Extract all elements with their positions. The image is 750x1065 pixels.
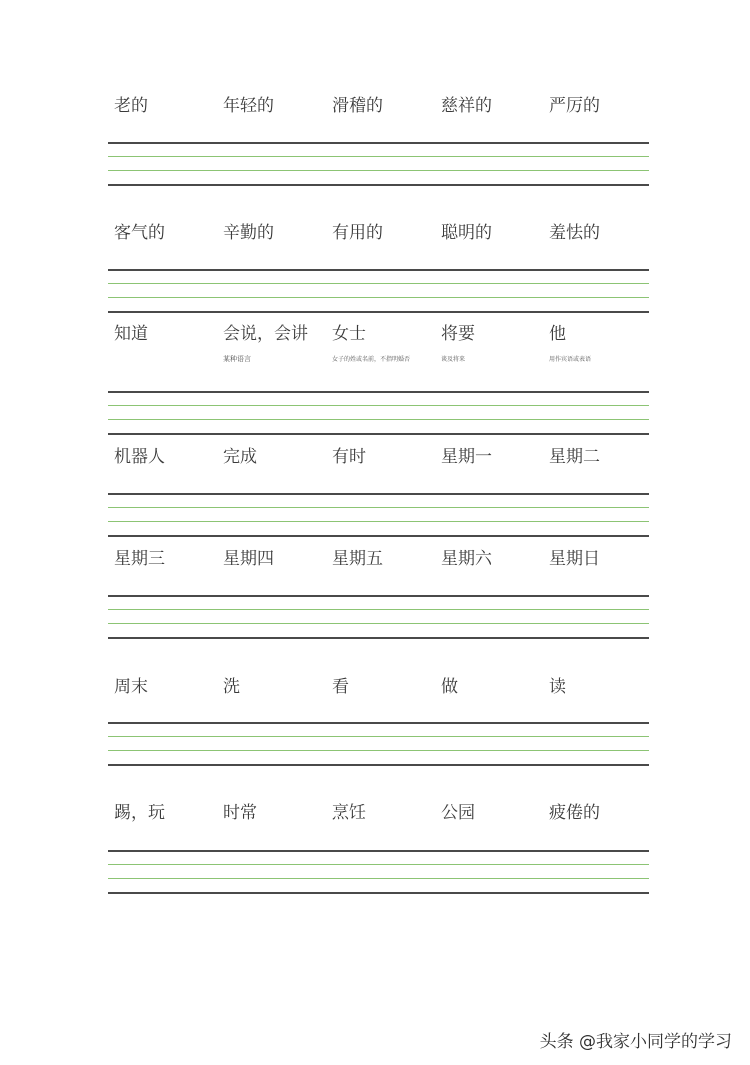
word-cell	[549, 95, 658, 117]
word-note: 用作宾语或表语	[549, 356, 592, 363]
top-rule	[108, 850, 649, 852]
word-cell	[114, 802, 223, 824]
guide-rule	[108, 750, 649, 751]
bottom-rule	[108, 764, 649, 766]
word-text: 客气的	[114, 223, 165, 243]
word-cell	[114, 222, 223, 244]
bottom-rule	[108, 892, 649, 894]
guide-rule	[108, 864, 649, 865]
top-rule	[108, 595, 649, 597]
word-cell	[114, 548, 223, 570]
word-text: 会说，会讲	[223, 324, 308, 344]
word-text: 有时	[332, 447, 366, 467]
bottom-rule	[108, 184, 649, 186]
word-text: 烹饪	[332, 803, 366, 823]
word-row-2	[108, 222, 648, 262]
word-text: 星期日	[549, 549, 600, 569]
word-text: 疲倦的	[549, 803, 600, 823]
word-cell	[441, 548, 550, 570]
top-rule	[108, 722, 649, 724]
word-cell	[441, 222, 550, 244]
bottom-rule	[108, 637, 649, 639]
word-cell	[114, 95, 223, 117]
writing-lines-2	[108, 269, 649, 313]
top-rule	[108, 142, 649, 144]
word-cell	[332, 446, 441, 468]
word-text: 踢，玩	[114, 803, 165, 823]
top-rule	[108, 269, 649, 271]
guide-rule	[108, 623, 649, 624]
word-cell	[332, 802, 441, 824]
writing-lines-5	[108, 595, 649, 639]
word-cell	[114, 323, 223, 345]
guide-rule	[108, 156, 649, 157]
word-text: 慈祥的	[441, 96, 492, 116]
word-text: 星期一	[441, 447, 492, 467]
watermark-text: 头条 @我家小同学的学习	[539, 1032, 732, 1052]
guide-rule	[108, 170, 649, 171]
guide-rule	[108, 736, 649, 737]
word-cell	[332, 548, 441, 570]
word-row-1	[108, 95, 648, 135]
word-text: 公园	[441, 803, 475, 823]
word-text: 做	[441, 677, 458, 697]
top-rule	[108, 391, 649, 393]
word-cell	[332, 676, 441, 698]
word-text: 将要	[441, 324, 475, 344]
top-rule	[108, 493, 649, 495]
word-text: 洗	[223, 677, 240, 697]
word-cell	[114, 446, 223, 468]
writing-lines-7	[108, 850, 649, 894]
word-text: 星期四	[223, 549, 274, 569]
word-cell	[223, 446, 332, 468]
word-cell	[332, 222, 441, 244]
word-text: 读	[549, 677, 566, 697]
word-cell	[441, 676, 550, 698]
bottom-rule	[108, 311, 649, 313]
word-text: 聪明的	[441, 223, 492, 243]
word-row-3	[108, 323, 648, 363]
word-cell	[549, 446, 658, 468]
word-cell	[332, 95, 441, 117]
word-row-4	[108, 446, 648, 486]
word-cell	[223, 323, 332, 364]
word-cell	[549, 676, 658, 698]
word-cell	[441, 323, 550, 364]
guide-rule	[108, 297, 649, 298]
writing-lines-6	[108, 722, 649, 766]
word-text: 年轻的	[223, 96, 274, 116]
word-text: 星期五	[332, 549, 383, 569]
word-text: 周末	[114, 677, 148, 697]
word-text: 羞怯的	[549, 223, 600, 243]
word-cell	[441, 95, 550, 117]
word-note: 某种语言	[223, 355, 251, 363]
word-text: 辛勤的	[223, 223, 274, 243]
word-text: 女士	[332, 324, 366, 344]
word-text: 有用的	[332, 223, 383, 243]
word-cell	[114, 676, 223, 698]
bottom-rule	[108, 433, 649, 435]
word-cell	[223, 676, 332, 698]
guide-rule	[108, 521, 649, 522]
word-row-6	[108, 676, 648, 716]
word-text: 星期六	[441, 549, 492, 569]
guide-rule	[108, 405, 649, 406]
word-text: 看	[332, 677, 349, 697]
word-text: 星期三	[114, 549, 165, 569]
word-cell	[441, 446, 550, 468]
word-text: 老的	[114, 96, 148, 116]
word-text: 滑稽的	[332, 96, 383, 116]
writing-lines-3	[108, 391, 649, 435]
word-cell	[549, 222, 658, 244]
word-row-5	[108, 548, 648, 588]
word-cell	[441, 802, 550, 824]
word-text: 时常	[223, 803, 257, 823]
guide-rule	[108, 609, 649, 610]
word-text: 严厉的	[549, 96, 600, 116]
word-cell	[549, 802, 658, 824]
word-text: 机器人	[114, 447, 165, 467]
word-cell	[549, 323, 658, 364]
word-text: 完成	[223, 447, 257, 467]
word-text: 他	[549, 324, 566, 344]
guide-rule	[108, 283, 649, 284]
word-text: 星期二	[549, 447, 600, 467]
word-cell	[332, 323, 441, 364]
guide-rule	[108, 419, 649, 420]
word-note: 女子的姓或名前，不指明婚否	[332, 356, 411, 363]
guide-rule	[108, 507, 649, 508]
word-cell	[223, 222, 332, 244]
word-note: 谈及将来	[441, 356, 466, 363]
bottom-rule	[108, 535, 649, 537]
word-row-7	[108, 802, 648, 842]
word-cell	[223, 95, 332, 117]
writing-lines-1	[108, 142, 649, 186]
word-cell	[223, 548, 332, 570]
word-cell	[223, 802, 332, 824]
word-text: 知道	[114, 324, 148, 344]
word-cell	[549, 548, 658, 570]
guide-rule	[108, 878, 649, 879]
writing-lines-4	[108, 493, 649, 537]
